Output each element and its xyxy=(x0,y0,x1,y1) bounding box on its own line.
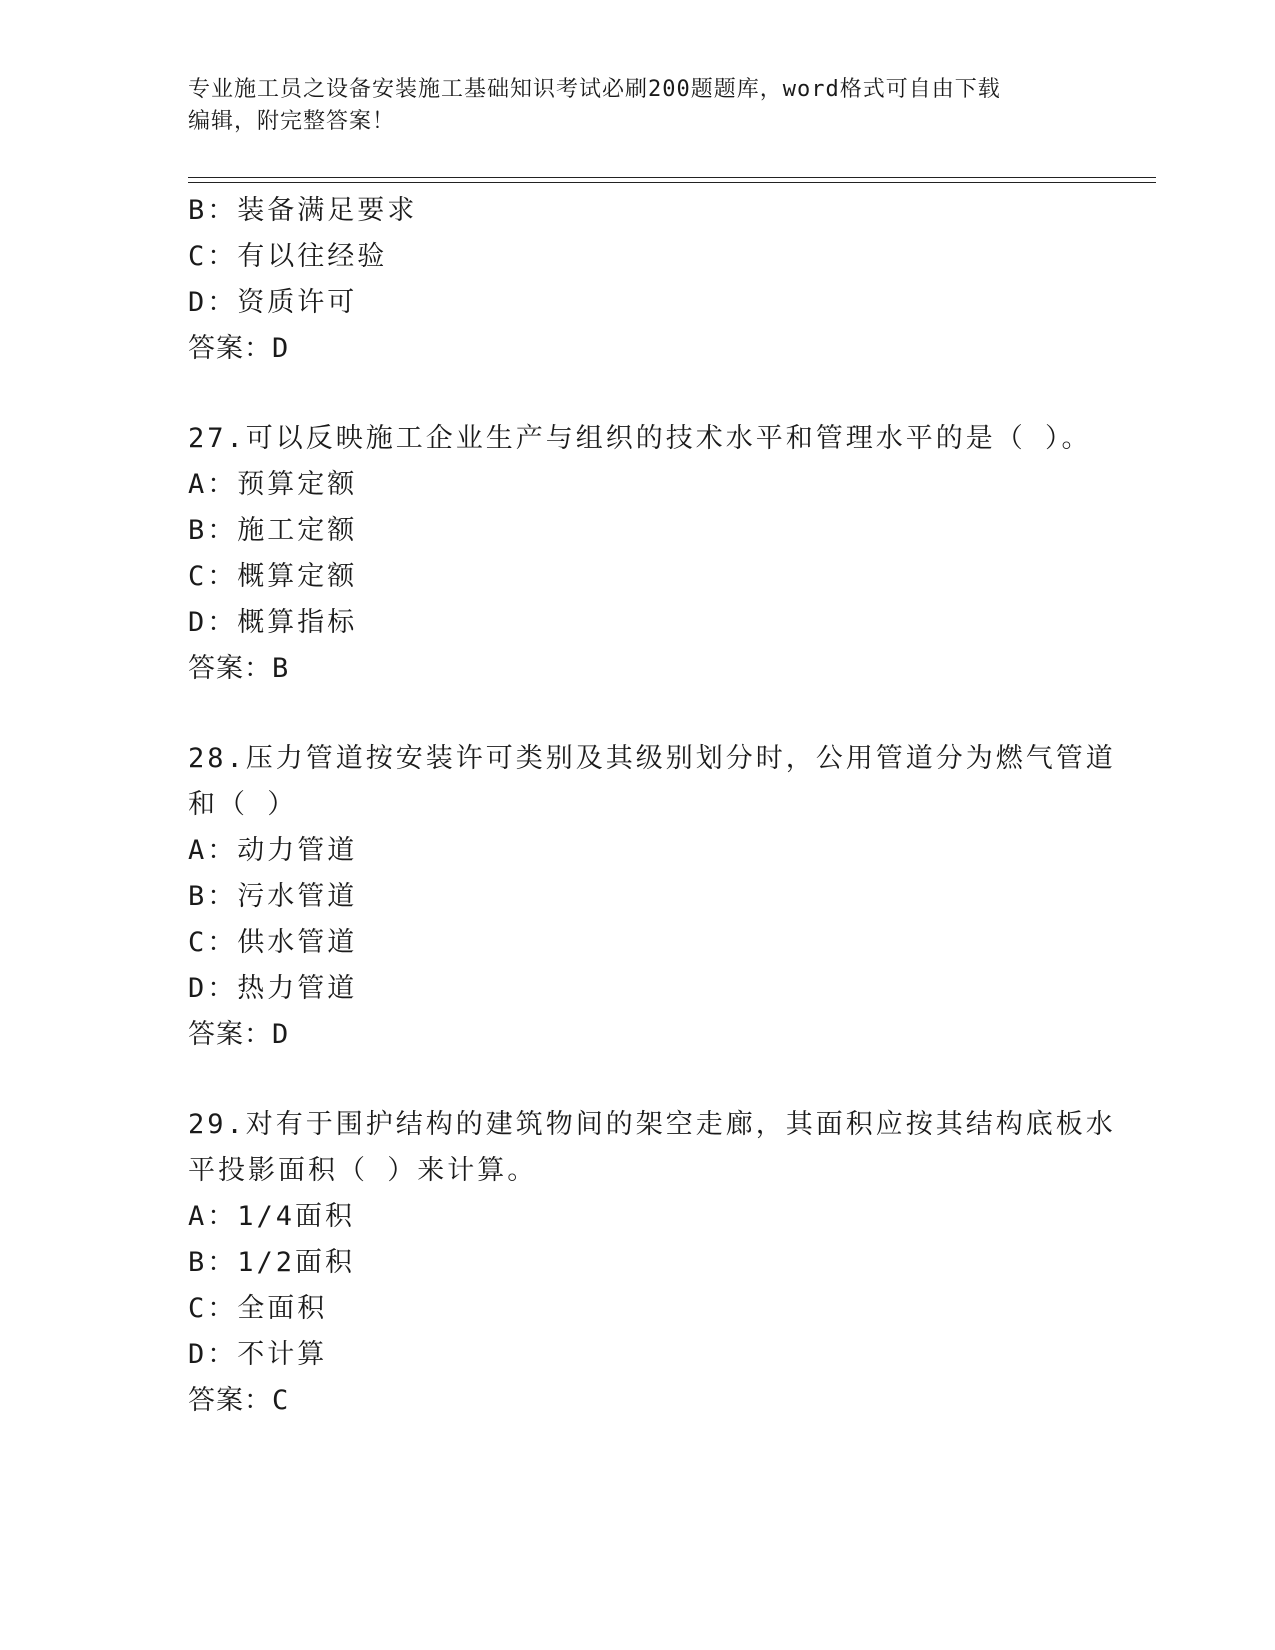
question-stem-line-1: 29.对有于围护结构的建筑物间的架空走廊，其面积应按其结构底板水 xyxy=(188,1109,1116,1140)
option-text: 全面积 xyxy=(237,1293,328,1324)
option-c: C：全面积 xyxy=(188,1293,328,1324)
option-text: 1/2面积 xyxy=(237,1247,356,1278)
option-d: D：不计算 xyxy=(188,1339,328,1370)
header-title-line-2: 编辑，附完整答案！ xyxy=(188,109,396,134)
option-d: D：资质许可 xyxy=(188,287,358,318)
answer-label: 答案： xyxy=(188,1385,272,1416)
question-spacer xyxy=(188,372,1088,416)
question-spacer xyxy=(188,692,1088,736)
question-spacer xyxy=(188,1058,1088,1102)
answer-line xyxy=(188,1012,1088,1058)
answer-label: 答案： xyxy=(188,1019,272,1050)
header-title-line-1: 专业施工员之设备安装施工基础知识考试必刷200题题库，word格式可自由下载 xyxy=(188,77,1001,102)
option-c: C：有以往经验 xyxy=(188,241,388,272)
option-b: B：装备满足要求 xyxy=(188,195,418,226)
question-stem-line-2: 平投影面积（ ）来计算。 xyxy=(188,1155,538,1186)
question-block-27 xyxy=(188,416,1092,692)
option-text: 污水管道 xyxy=(237,881,358,912)
option-a: A：动力管道 xyxy=(188,835,358,866)
option-c: C：供水管道 xyxy=(188,927,358,958)
header-divider-bottom xyxy=(188,182,1156,183)
option-text: 供水管道 xyxy=(237,927,358,958)
option-text: 有以往经验 xyxy=(237,241,388,272)
option-text: 动力管道 xyxy=(237,835,358,866)
answer-value: D xyxy=(272,333,290,364)
option-a: A：预算定额 xyxy=(188,469,358,500)
answer-value: D xyxy=(272,1019,290,1050)
header-divider-top xyxy=(188,177,1156,178)
option-b: B：污水管道 xyxy=(188,881,358,912)
option-b: B：施工定额 xyxy=(188,515,358,546)
option-text: 装备满足要求 xyxy=(237,195,418,226)
option-text: 热力管道 xyxy=(237,973,358,1004)
option-text: 预算定额 xyxy=(237,469,358,500)
question-block-29 xyxy=(188,1102,1116,1424)
answer-value: C xyxy=(272,1385,290,1416)
option-text: 资质许可 xyxy=(237,287,358,318)
question-stem-line-2: 和（ ） xyxy=(188,789,298,820)
option-text: 施工定额 xyxy=(237,515,358,546)
option-text: 概算指标 xyxy=(237,607,358,638)
question-stem: 27.可以反映施工企业生产与组织的技术水平和管理水平的是（ ）。 xyxy=(188,423,1092,454)
question-stem-line-1: 28.压力管道按安装许可类别及其级别划分时，公用管道分为燃气管道 xyxy=(188,743,1116,774)
option-d: D：概算指标 xyxy=(188,607,358,638)
answer-label: 答案： xyxy=(188,333,272,364)
question-list xyxy=(188,188,1116,1424)
option-text: 概算定额 xyxy=(237,561,358,592)
question-block-28 xyxy=(188,736,1116,1058)
answer-line xyxy=(188,326,1088,372)
answer-line xyxy=(188,646,1088,692)
answer-label: 答案： xyxy=(188,653,272,684)
question-block-continued xyxy=(188,188,1088,372)
answer-line xyxy=(188,1378,1088,1424)
option-a: A：1/4面积 xyxy=(188,1201,356,1232)
answer-value: B xyxy=(272,653,290,684)
option-c: C：概算定额 xyxy=(188,561,358,592)
document-header xyxy=(188,74,1088,138)
option-text: 不计算 xyxy=(237,1339,328,1370)
option-text: 1/4面积 xyxy=(237,1201,356,1232)
option-d: D：热力管道 xyxy=(188,973,358,1004)
option-b: B：1/2面积 xyxy=(188,1247,356,1278)
